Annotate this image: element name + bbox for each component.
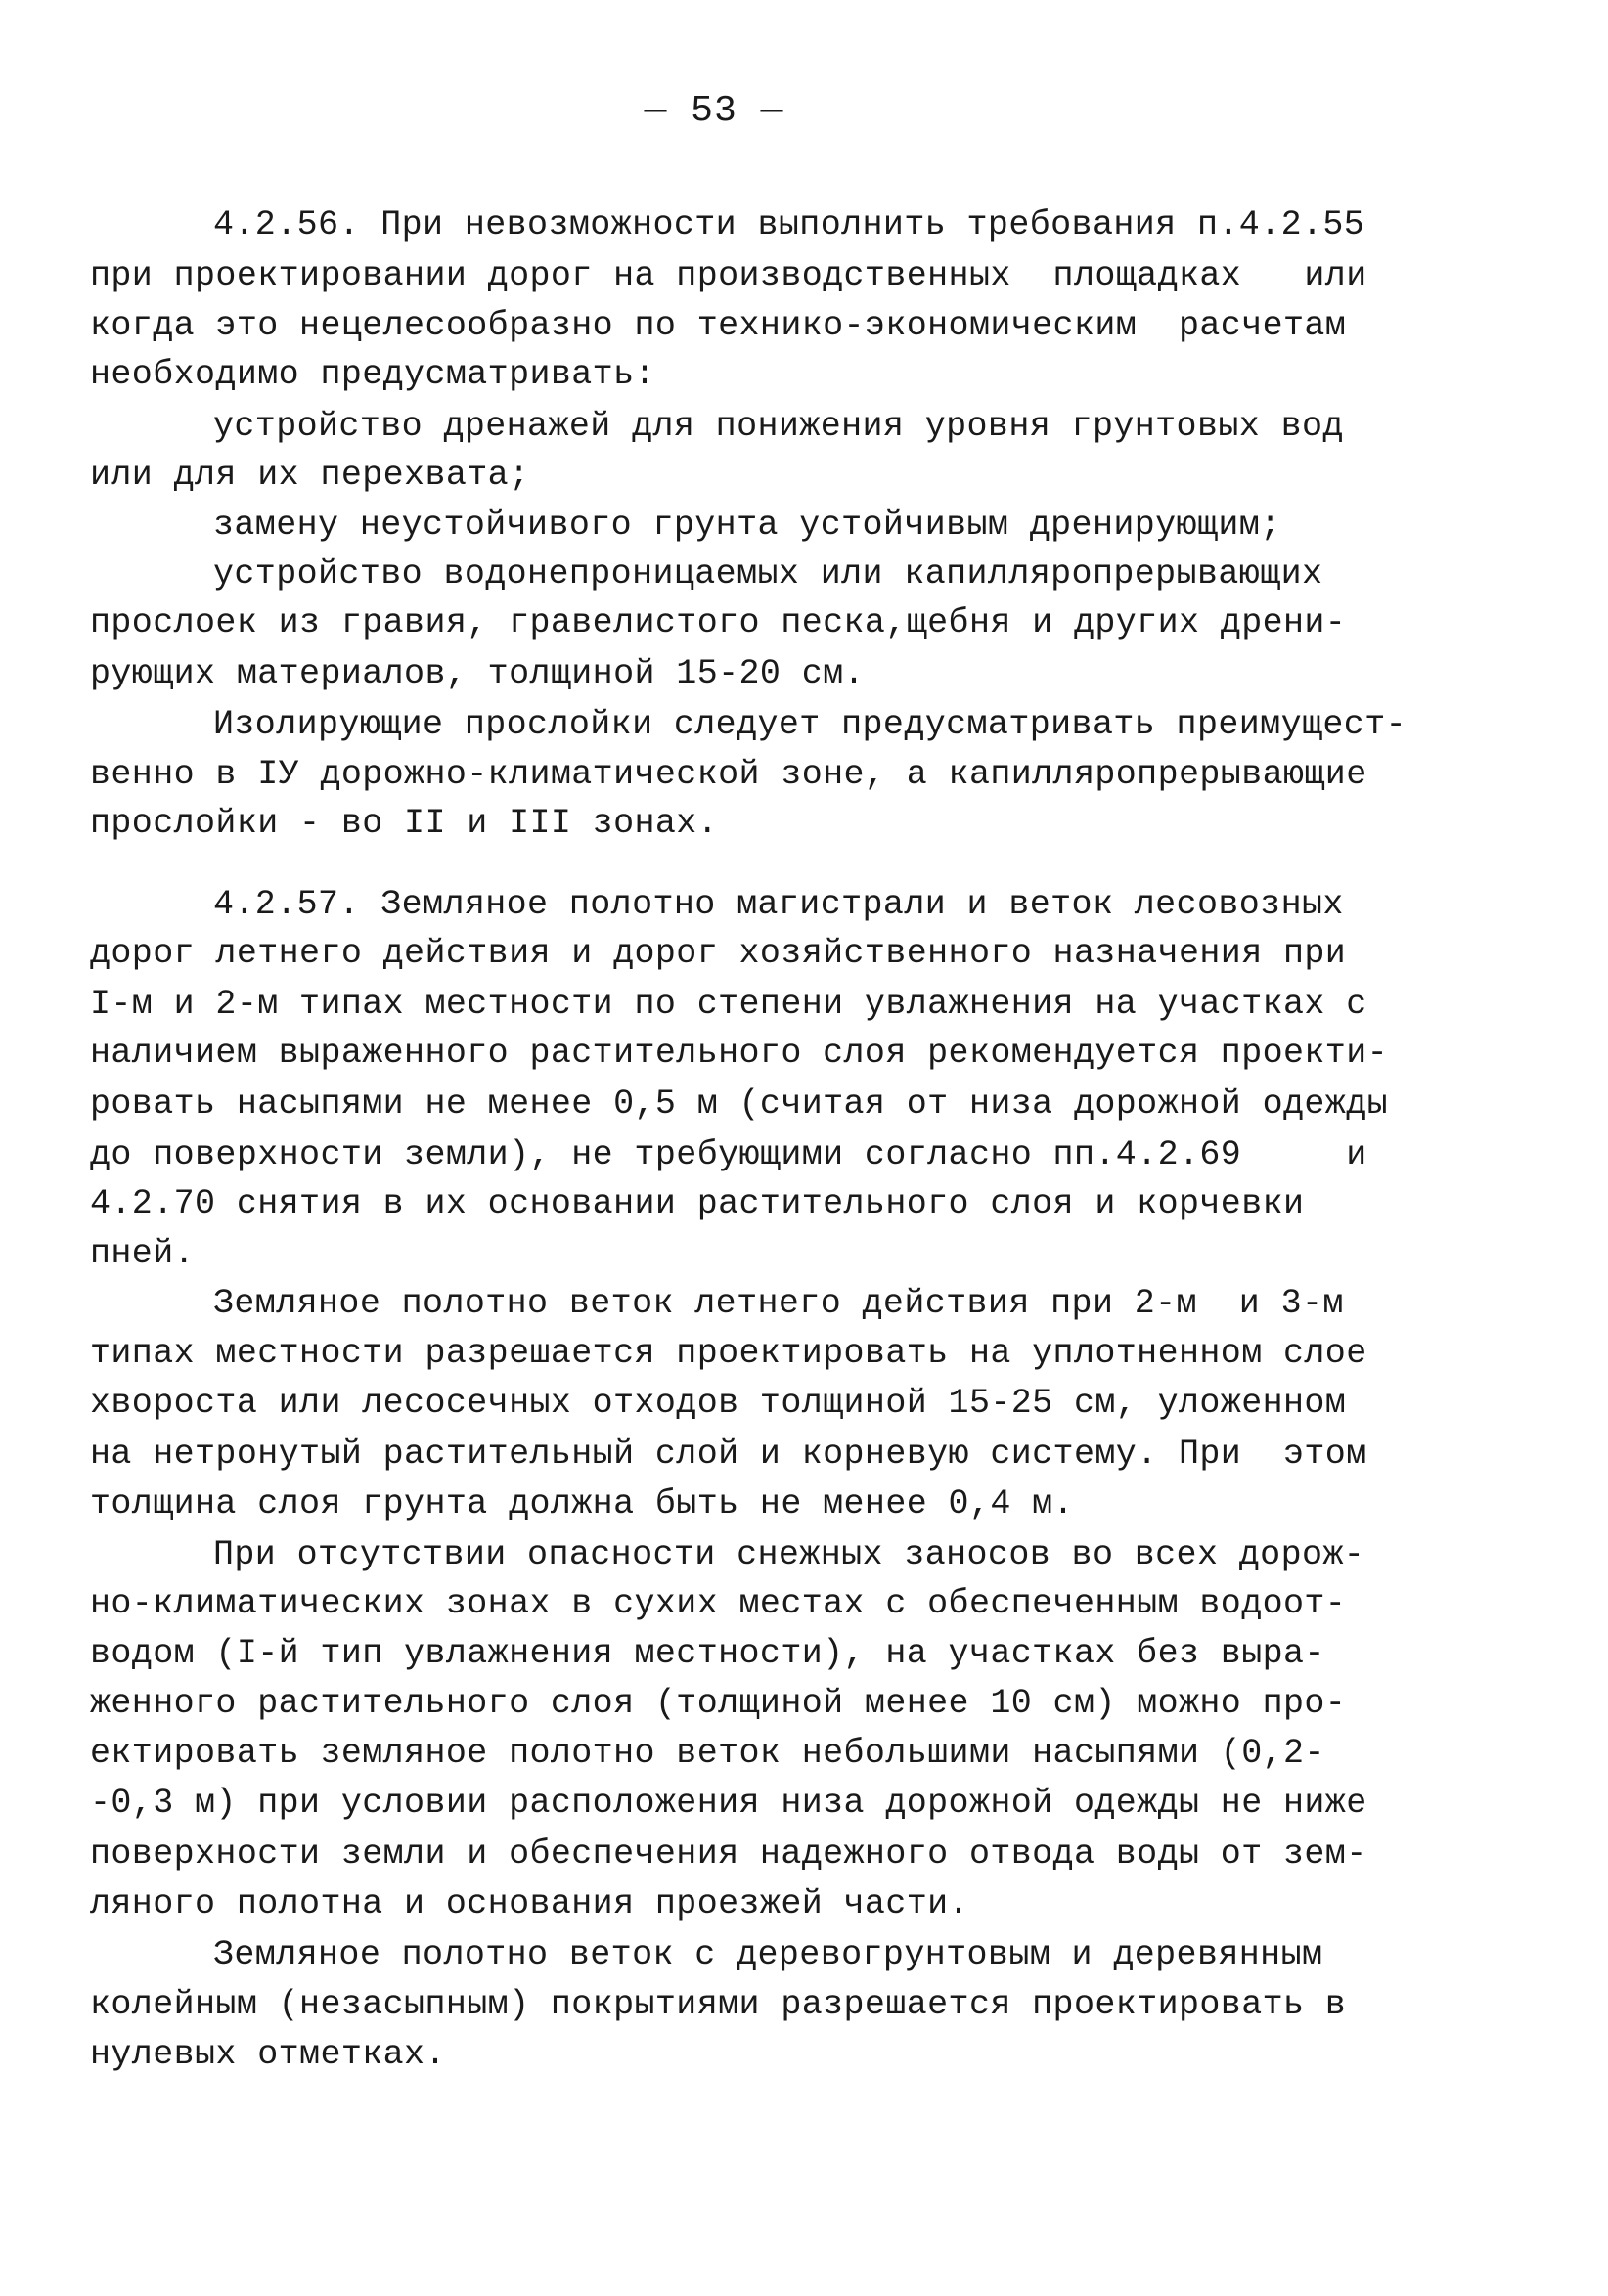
- text-line: ровать насыпями не менее 0,5 м (считая от низа дорожной одежды: [90, 1084, 1389, 1124]
- text-line: типах местности разрешается проектировать на уплотненном слое: [90, 1334, 1367, 1373]
- text-line: толщина слоя грунта должна быть не менее 0,4 м.: [90, 1484, 1074, 1523]
- text-line: 4.2.57. Земляное полотно магистрали и веток лесовозных: [213, 885, 1344, 924]
- text-line: водом (I-й тип увлажнения местности), на участках без выра-: [90, 1634, 1325, 1673]
- text-line: но-климатических зонах в сухих местах с обеспеченным водоот-: [90, 1584, 1347, 1623]
- text-line: 4.2.56. При невозможности выполнить требования п.4.2.55: [213, 205, 1365, 244]
- text-line: при проектировании дорог на производственных площадках или: [90, 256, 1367, 295]
- text-line: прослоек из гравия, гравелистого песка,щебня и других дрени-: [90, 603, 1347, 642]
- text-line: когда это нецелесообразно по технико-экономическим расчетам: [90, 306, 1347, 345]
- text-line: устройство водонепроницаемых или капилляропрерывающих: [213, 554, 1323, 594]
- text-line: прослойки - во II и III зонах.: [90, 804, 719, 843]
- text-line: пней.: [90, 1234, 196, 1273]
- text-line: до поверхности земли), не требующими согласно пп.4.2.69 и: [90, 1135, 1367, 1174]
- text-line: хвороста или лесосечных отходов толщиной 15-25 см, уложенном: [90, 1384, 1347, 1423]
- text-line: или для их перехвата;: [90, 456, 530, 495]
- text-line: Изолирующие прослойки следует предусматривать преимущест-: [213, 705, 1407, 744]
- text-line: замену неустойчивого грунта устойчивым дренирующим;: [213, 506, 1281, 545]
- text-line: колейным (незасыпным) покрытиями разрешается проектировать в: [90, 1985, 1347, 2024]
- text-line: дорог летнего действия и дорог хозяйственного назначения при: [90, 934, 1347, 973]
- text-line: нулевых отметках.: [90, 2035, 446, 2074]
- text-line: 4.2.70 снятия в их основании растительного слоя и корчевки: [90, 1184, 1305, 1223]
- text-line: на нетронутый растительный слой и корневую систему. При этом: [90, 1435, 1367, 1474]
- text-line: устройство дренажей для понижения уровня грунтовых вод: [213, 407, 1344, 446]
- page-number: — 53 —: [644, 90, 784, 132]
- text-line: ектировать земляное полотно веток небольшими насыпями (0,2-: [90, 1734, 1325, 1773]
- text-line: Земляное полотно веток летнего действия при 2-м и 3-м: [213, 1284, 1344, 1323]
- text-line: женного растительного слоя (толщиной менее 10 см) можно про-: [90, 1684, 1347, 1723]
- text-line: рующих материалов, толщиной 15-20 см.: [90, 654, 865, 693]
- text-line: -0,3 м) при условии расположения низа дорожной одежды не ниже: [90, 1784, 1367, 1823]
- text-line: I-м и 2-м типах местности по степени увлажнения на участках с: [90, 985, 1367, 1024]
- text-line: необходимо предусматривать:: [90, 355, 655, 394]
- text-line: поверхности земли и обеспечения надежного отвода воды от зем-: [90, 1834, 1367, 1874]
- text-line: При отсутствии опасности снежных заносов во всех дорож-: [213, 1535, 1365, 1574]
- text-line: венно в IУ дорожно-климатической зоне, а капилляропрерывающие: [90, 755, 1367, 794]
- text-line: ляного полотна и основания проезжей части.: [90, 1884, 969, 1923]
- text-line: Земляное полотно веток с деревогрунтовым и деревянным: [213, 1935, 1323, 1974]
- text-line: наличием выраженного растительного слоя рекомендуется проекти-: [90, 1034, 1389, 1073]
